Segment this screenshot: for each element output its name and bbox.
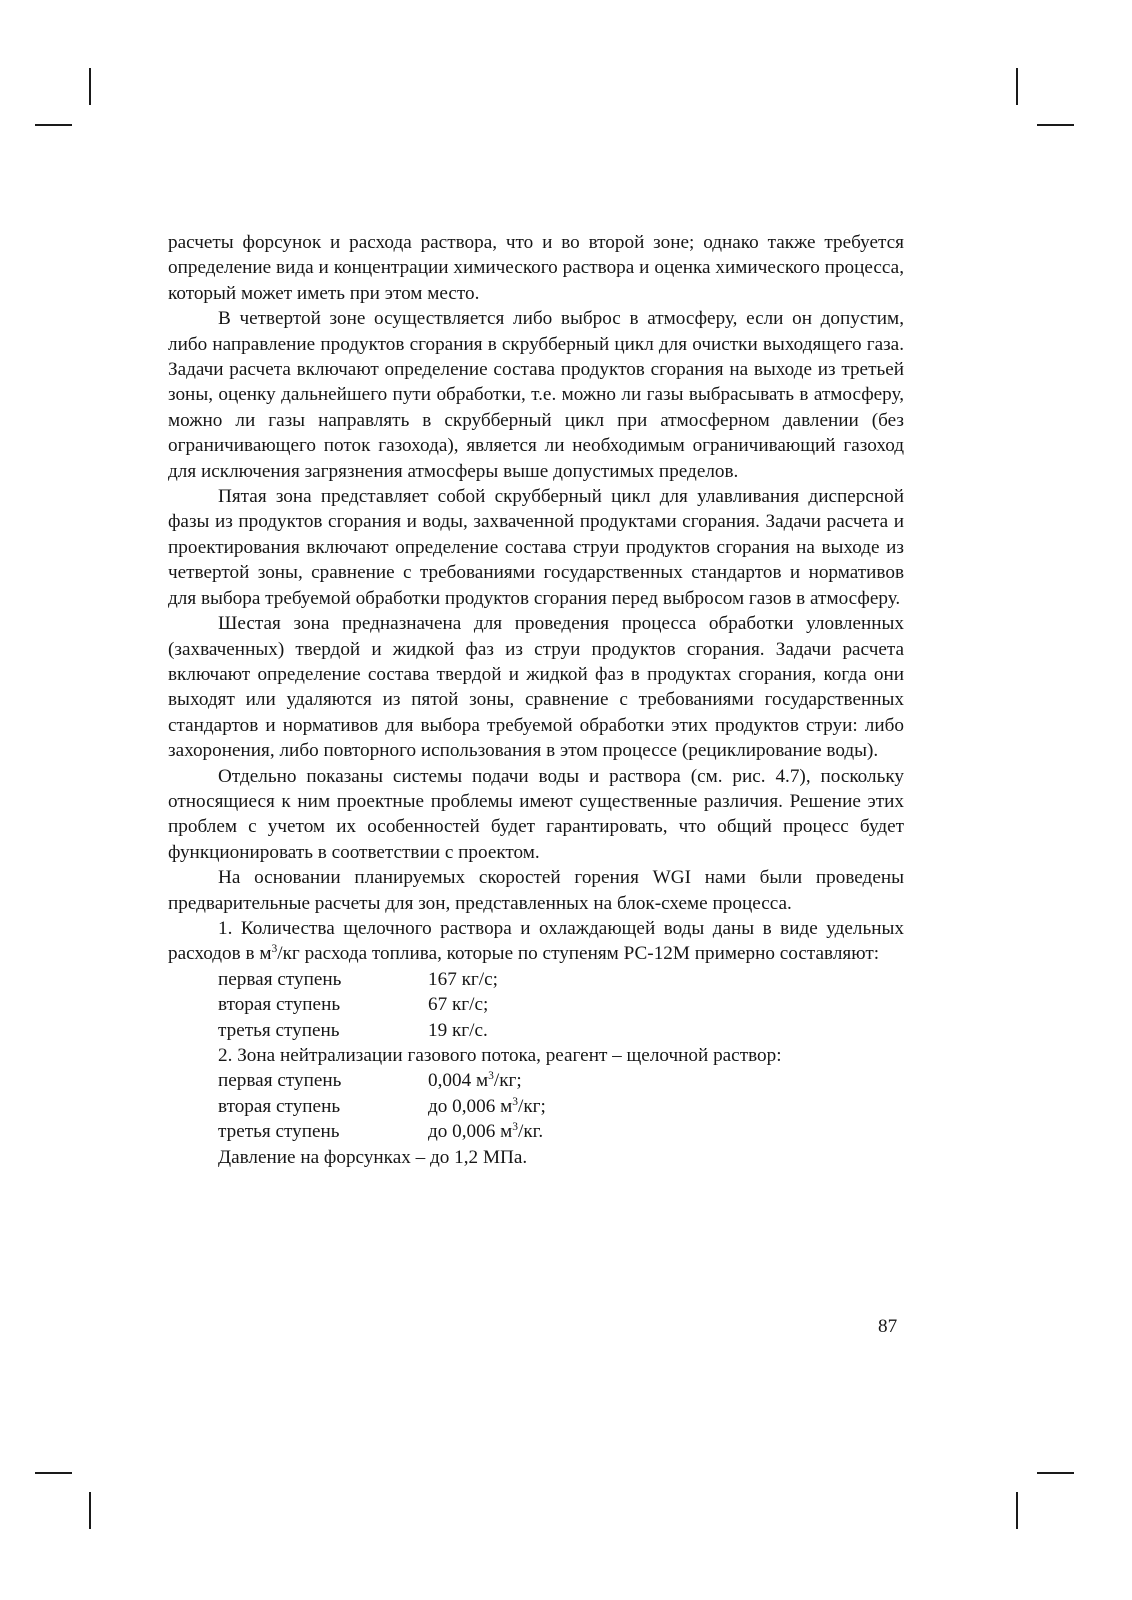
value-unit: /кг;: [493, 1070, 522, 1092]
pressure-note: Давление на форсунках – до 1,2 МПа.: [218, 1146, 528, 1168]
stage-value: [428, 1094, 546, 1119]
item-2-row: [218, 1119, 904, 1144]
item-2-rows: [168, 1068, 904, 1144]
stage-value: [428, 1068, 522, 1093]
stage-label: первая ступень: [218, 1070, 342, 1092]
paragraph-zone-five: Пятая зона представляет собой скрубберный цикл для улавливания дисперсной фазы из продуктов сгорания и воды, захваченной продуктами сгорания. Задачи расчета и проектирования включают определение состава струи продуктов сгорания на выходе из четвертой зоны, сравнение с требованиями государственных стандартов и нормативов для выбора требуемой обработки продуктов сгорания перед выбросом газов в атмосферу.: [168, 486, 904, 609]
crop-mark-top-left-vertical: [89, 68, 91, 105]
stage-label: вторая ступень: [218, 1095, 341, 1117]
item-2-row: [218, 1068, 904, 1093]
crop-mark-top-right-horizontal: [1037, 124, 1074, 126]
paragraph-continuation: расчеты форсунок и расхода раствора, что и во второй зоне; однако также требуется определение вида и концентрации химического раствора и оценка химического процесса, который может иметь при этом место.: [168, 232, 904, 304]
list-item-1: [168, 916, 904, 967]
crop-mark-bottom-right-vertical: [1016, 1492, 1018, 1529]
superscript: 3: [488, 1070, 494, 1083]
stage-label: третья ступень: [218, 1121, 340, 1143]
crop-mark-bottom-left-horizontal: [35, 1472, 72, 1474]
crop-mark-top-left-horizontal: [35, 124, 72, 126]
list-item-1-text-before: 1. Количества щелочного раствора и охлаждающей воды даны в виде удельных расходов в м: [168, 917, 904, 965]
item-1-rows: [168, 967, 904, 1043]
item-1-row: [218, 1018, 904, 1043]
stage-value: 67 кг/с;: [428, 994, 489, 1016]
stage-label: третья ступень: [218, 1019, 340, 1041]
crop-mark-bottom-left-vertical: [89, 1492, 91, 1529]
superscript: 3: [512, 1121, 519, 1134]
paragraph-zone-four: В четвертой зоне осуществляется либо выброс в атмосферу, если он допустим, либо направление продуктов сгорания в скрубберный цикл для очистки выходящего газа. Задачи расчета включают определение состава продуктов сгорания на выходе из третьей зоны, оценку дальнейшего пути обработки, т.е. можно ли газы выбрасывать в атмосферу, можно ли газы направлять в скрубберный цикл при атмосферном давлении (без ограничивающего поток газохода), является ли необходимым ограничивающий газоход для исключения загрязнения атмосферы выше допустимых пределов.: [168, 308, 904, 482]
stage-value: 19 кг/с.: [428, 1019, 488, 1041]
value-text: до 0,006 м: [428, 1095, 513, 1117]
page-number: 87: [878, 1316, 898, 1337]
value-text: до 0,006 м: [428, 1121, 513, 1143]
stage-label: вторая ступень: [218, 994, 341, 1016]
stage-value: 167 кг/с;: [428, 968, 498, 990]
paragraph-preliminary-calculations: На основании планируемых скоростей горения WGI нами были проведены предварительные расчеты для зон, представленных на блок-схеме процесса.: [168, 867, 904, 914]
value-unit: /кг;: [518, 1095, 546, 1117]
stage-value: [428, 1119, 543, 1144]
list-item-1-text-after: /кг расхода топлива, которые по ступеням РС-12М примерно составляют:: [277, 943, 880, 965]
list-item-2-heading: 2. Зона нейтрализации газового потока, реагент – щелочной раствор:: [218, 1044, 782, 1066]
item-2-row: [218, 1094, 904, 1119]
item-1-row: [218, 967, 904, 992]
superscript: 3: [271, 943, 278, 956]
value-text: 0,004 м: [428, 1070, 489, 1092]
paragraph-supply-systems: Отдельно показаны системы подачи воды и раствора (см. рис. 4.7), поскольку относящиеся к ним проектные проблемы имеют существенные различия. Решение этих проблем с учетом их особенностей будет гарантировать, что общий процесс будет функционировать в соответствии с проектом.: [168, 765, 904, 863]
paragraph-zone-six: Шестая зона предназначена для проведения процесса обработки уловленных (захваченных) твердой и жидкой фаз из струи продуктов сгорания. Задачи расчета включают определение состава твердой и жидкой фаз в продуктах сгорания, когда они выходят или удаляются из пятой зоны, сравнение с требованиями государственных стандартов и нормативов для выбора требуемой обработки этих продуктов струи: либо захоронения, либо повторного использования в этом процессе (рециклирование воды).: [168, 613, 904, 762]
item-1-row: [218, 992, 904, 1017]
value-unit: /кг.: [518, 1121, 544, 1143]
document-body: [168, 230, 904, 1170]
crop-mark-bottom-right-horizontal: [1037, 1472, 1074, 1474]
superscript: 3: [512, 1095, 519, 1108]
stage-label: первая ступень: [218, 968, 342, 990]
crop-mark-top-right-vertical: [1016, 68, 1018, 105]
